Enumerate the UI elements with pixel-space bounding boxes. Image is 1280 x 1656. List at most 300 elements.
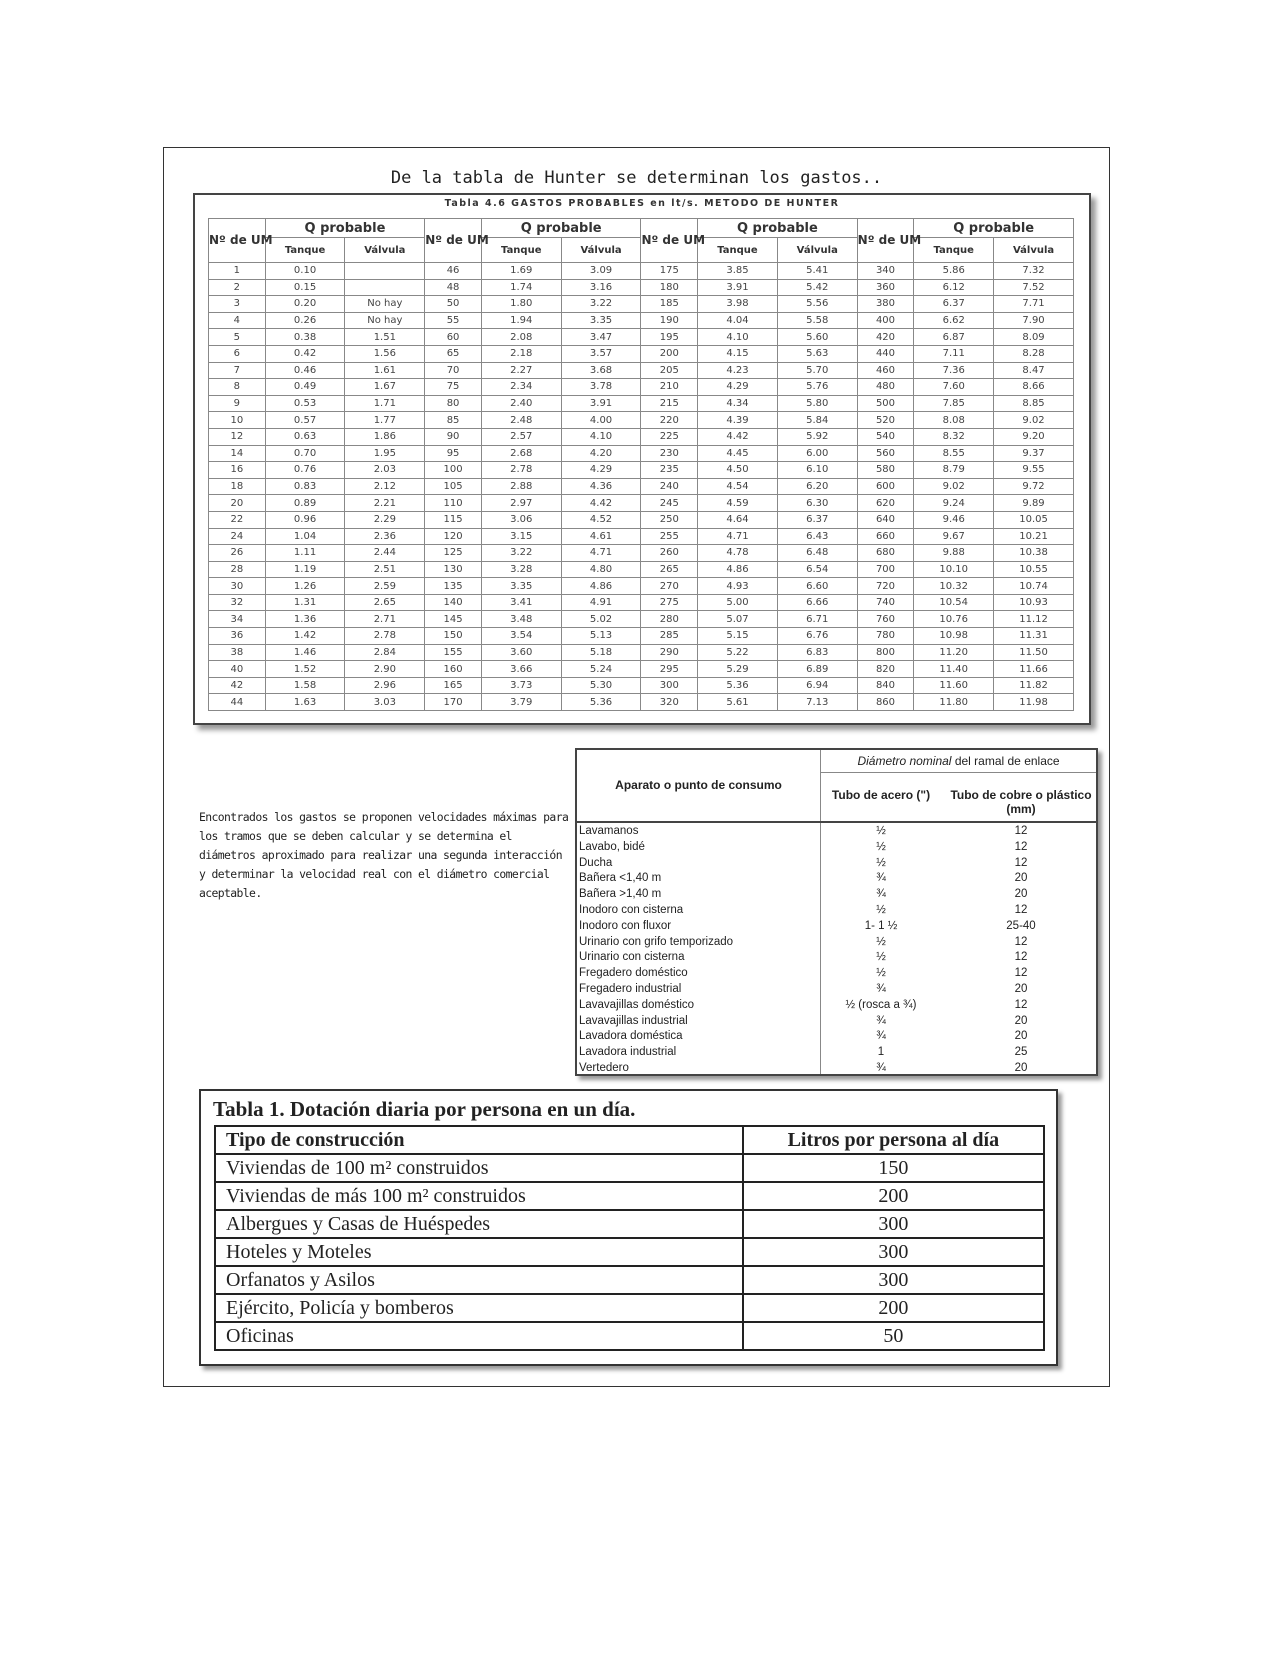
dotacion-col-tipo: Tipo de construcción: [215, 1126, 743, 1154]
hunter-cell: 250: [641, 511, 698, 528]
hunter-cell: 320: [641, 694, 698, 711]
hunter-cell: 400: [857, 312, 914, 329]
hunter-cell: 1.52: [265, 661, 345, 678]
hunter-cell: 580: [857, 462, 914, 479]
diameter-row: [577, 935, 1096, 951]
dotacion-row: [215, 1154, 1044, 1182]
hunter-cell: 0.63: [265, 428, 345, 445]
hunter-cell: 5.42: [777, 279, 857, 296]
dotacion-table-body: [215, 1126, 1044, 1350]
hunter-table-row: [209, 478, 1074, 495]
diameter-fixture: Lavadora doméstica: [579, 1030, 683, 1043]
hunter-cell: 2: [209, 279, 266, 296]
dotacion-tipo: Ejército, Policía y bomberos: [215, 1294, 743, 1322]
hunter-cell: 720: [857, 578, 914, 595]
hunter-cell: 135: [425, 578, 482, 595]
hunter-cell: 5.63: [777, 345, 857, 362]
hunter-cell: 2.34: [481, 379, 561, 396]
hunter-cell: 6.10: [777, 462, 857, 479]
hunter-cell: 6.60: [777, 578, 857, 595]
hunter-cell: 285: [641, 628, 698, 645]
hunter-cell: 3.09: [561, 263, 641, 280]
hunter-cell: 4.10: [698, 329, 778, 346]
hunter-cell: 3.85: [698, 263, 778, 280]
diameter-cobre: 20: [1014, 1061, 1028, 1074]
hunter-cell: 160: [425, 661, 482, 678]
hunter-cell: 3.16: [561, 279, 641, 296]
diameter-row: [577, 840, 1096, 856]
hunter-cell: 5.22: [698, 644, 778, 661]
dotacion-col-litros: Litros por persona al día: [743, 1126, 1044, 1154]
diameter-row: [577, 950, 1096, 966]
hunter-cell: 7.11: [914, 345, 994, 362]
hunter-cell: 620: [857, 495, 914, 512]
hunter-cell: 42: [209, 677, 266, 694]
hunter-cell: 5.41: [777, 263, 857, 280]
hunter-cell: 2.12: [345, 478, 425, 495]
diameter-fixture: Bañera <1,40 m: [579, 872, 662, 885]
hunter-cell: 5.70: [777, 362, 857, 379]
hunter-cell: 1.31: [265, 594, 345, 611]
diameter-row: [577, 871, 1096, 887]
col-q-4: Q probable: [914, 219, 1074, 238]
dotacion-litros: 200: [743, 1294, 1044, 1322]
hunter-cell: 6.30: [777, 495, 857, 512]
hunter-cell: 3.35: [481, 578, 561, 595]
hunter-cell: 7.52: [994, 279, 1074, 296]
diameter-fixture: Lavavajillas industrial: [579, 1014, 688, 1027]
hunter-cell: 7.90: [994, 312, 1074, 329]
hunter-cell: 1.77: [345, 412, 425, 429]
hunter-cell: 3.03: [345, 694, 425, 711]
dotacion-litros: 200: [743, 1182, 1044, 1210]
col-num-1: Nº de UM: [209, 219, 266, 263]
dotacion-row: [215, 1266, 1044, 1294]
hunter-cell: 9.72: [994, 478, 1074, 495]
diameter-fixture: Lavabo, bidé: [579, 840, 645, 853]
hunter-cell: 9.24: [914, 495, 994, 512]
hunter-cell: 170: [425, 694, 482, 711]
hunter-cell: 4.00: [561, 412, 641, 429]
diameter-table: [575, 748, 1098, 1076]
hunter-cell: 48: [425, 279, 482, 296]
hunter-cell: 150: [425, 628, 482, 645]
hunter-cell: 2.71: [345, 611, 425, 628]
hunter-cell: 1.80: [481, 296, 561, 313]
hunter-cell: 760: [857, 611, 914, 628]
hunter-cell: 1.11: [265, 545, 345, 562]
dotacion-tipo: Albergues y Casas de Huéspedes: [215, 1210, 743, 1238]
hunter-cell: 245: [641, 495, 698, 512]
hunter-cell: 8.66: [994, 379, 1074, 396]
diameter-acero: ¾: [876, 872, 886, 885]
hunter-cell: 1.95: [345, 445, 425, 462]
hunter-cell: 5.76: [777, 379, 857, 396]
hunter-cell: 145: [425, 611, 482, 628]
diameter-fixture: Lavadora industrial: [579, 1046, 677, 1059]
hunter-cell: 46: [425, 263, 482, 280]
hunter-cell: 0.70: [265, 445, 345, 462]
diameter-acero: ¾: [876, 1014, 886, 1027]
hunter-cell: 2.18: [481, 345, 561, 362]
hunter-table-row: [209, 379, 1074, 396]
hunter-cell: 295: [641, 661, 698, 678]
hunter-cell: 1.71: [345, 395, 425, 412]
hunter-cell: 3.79: [481, 694, 561, 711]
diameter-cobre: 25: [1014, 1046, 1028, 1059]
hunter-cell: 0.20: [265, 296, 345, 313]
diameter-acero: ½: [876, 967, 886, 980]
hunter-cell: 10.76: [914, 611, 994, 628]
hunter-cell: 8.28: [994, 345, 1074, 362]
hunter-cell: 225: [641, 428, 698, 445]
hunter-cell: 6.37: [777, 511, 857, 528]
hunter-cell: 9.02: [994, 412, 1074, 429]
hunter-cell: 4.86: [561, 578, 641, 595]
hunter-cell: 8.47: [994, 362, 1074, 379]
hunter-cell: 2.29: [345, 511, 425, 528]
diameter-row: [577, 887, 1096, 903]
hunter-cell: 30: [209, 578, 266, 595]
col-tanque-4: Tanque: [914, 238, 994, 263]
hunter-cell: 5.92: [777, 428, 857, 445]
hunter-cell: 105: [425, 478, 482, 495]
diameter-header-fixture: Aparato o punto de consumo: [615, 778, 782, 792]
dotacion-tipo: Hoteles y Moteles: [215, 1238, 743, 1266]
hunter-cell: 85: [425, 412, 482, 429]
hunter-cell: 560: [857, 445, 914, 462]
hunter-table-row: [209, 661, 1074, 678]
hunter-cell: 11.31: [994, 628, 1074, 645]
dotacion-header-row: [215, 1126, 1044, 1154]
hunter-cell: 680: [857, 545, 914, 562]
hunter-cell: 9.37: [994, 445, 1074, 462]
hunter-cell: 0.15: [265, 279, 345, 296]
dotacion-tipo: Oficinas: [215, 1322, 743, 1350]
hunter-cell: 7.71: [994, 296, 1074, 313]
hunter-cell: 1: [209, 263, 266, 280]
dotacion-table-panel: [199, 1089, 1058, 1366]
explanation-paragraph: Encontrados los gastos se proponen velocidades máximas para los tramos que se deben calcular y se determina el diámetros aproximado para realizar una segunda interacción y determinar la velocidad real con el diámetro comercial aceptable.: [199, 810, 569, 900]
hunter-cell: 1.86: [345, 428, 425, 445]
dotacion-row: [215, 1182, 1044, 1210]
hunter-cell: 4.61: [561, 528, 641, 545]
hunter-cell: 9: [209, 395, 266, 412]
dotacion-tipo: Viviendas de más 100 m² construidos: [215, 1182, 743, 1210]
diameter-cobre: 12: [1014, 951, 1028, 964]
hunter-cell: 1.36: [265, 611, 345, 628]
hunter-table-caption: Tabla 4.6 GASTOS PROBABLES en lt/s. METODO DE HUNTER: [444, 198, 840, 209]
hunter-cell: 34: [209, 611, 266, 628]
hunter-cell: 660: [857, 528, 914, 545]
dotacion-litros: 300: [743, 1238, 1044, 1266]
hunter-cell: 8.09: [994, 329, 1074, 346]
diameter-acero: ½: [876, 903, 886, 916]
hunter-cell: 10: [209, 412, 266, 429]
diameter-row: [577, 856, 1096, 872]
hunter-cell: 275: [641, 594, 698, 611]
hunter-cell: 115: [425, 511, 482, 528]
hunter-table-row: [209, 561, 1074, 578]
hunter-cell: 0.83: [265, 478, 345, 495]
hunter-cell: 215: [641, 395, 698, 412]
diameter-row: [577, 1029, 1096, 1045]
dotacion-row: [215, 1210, 1044, 1238]
hunter-cell: 4.54: [698, 478, 778, 495]
diameter-rows: [577, 824, 1096, 1077]
hunter-cell: 200: [641, 345, 698, 362]
col-num-4: Nº de UM: [857, 219, 914, 263]
hunter-cell: 2.97: [481, 495, 561, 512]
hunter-cell: 0.42: [265, 345, 345, 362]
hunter-cell: 3.78: [561, 379, 641, 396]
hunter-cell: 2.03: [345, 462, 425, 479]
hunter-cell: 1.42: [265, 628, 345, 645]
dotacion-litros: 300: [743, 1266, 1044, 1294]
hunter-cell: 480: [857, 379, 914, 396]
hunter-cell: 3.57: [561, 345, 641, 362]
hunter-cell: 2.36: [345, 528, 425, 545]
hunter-cell: 3.54: [481, 628, 561, 645]
col-q-1: Q probable: [265, 219, 425, 238]
hunter-table-row: [209, 611, 1074, 628]
hunter-cell: 20: [209, 495, 266, 512]
hunter-cell: 2.68: [481, 445, 561, 462]
hunter-cell: 1.04: [265, 528, 345, 545]
hunter-cell: 4.71: [698, 528, 778, 545]
diameter-cobre: 12: [1014, 935, 1028, 948]
hunter-cell: 260: [641, 545, 698, 562]
hunter-cell: 4.80: [561, 561, 641, 578]
hunter-cell: 7.60: [914, 379, 994, 396]
diameter-acero: ¾: [876, 1030, 886, 1043]
hunter-cell: 840: [857, 677, 914, 694]
hunter-table-row: [209, 428, 1074, 445]
hunter-cell: 440: [857, 345, 914, 362]
hunter-cell: 1.51: [345, 329, 425, 346]
hunter-cell: 40: [209, 661, 266, 678]
dotacion-row: [215, 1322, 1044, 1350]
hunter-cell: 10.98: [914, 628, 994, 645]
col-num-2: Nº de UM: [425, 219, 482, 263]
hunter-cell: 5.36: [698, 677, 778, 694]
diameter-acero: ¾: [876, 1061, 886, 1074]
hunter-cell: 740: [857, 594, 914, 611]
col-q-3: Q probable: [698, 219, 858, 238]
hunter-cell: 3.22: [561, 296, 641, 313]
hunter-cell: 860: [857, 694, 914, 711]
dotacion-tipo: Viviendas de 100 m² construidos: [215, 1154, 743, 1182]
diameter-acero: ¾: [876, 982, 886, 995]
hunter-table: [208, 218, 1074, 711]
diameter-acero: ½ (rosca a ¾): [845, 998, 917, 1011]
hunter-table-row: [209, 628, 1074, 645]
hunter-cell: 9.46: [914, 511, 994, 528]
hunter-cell: 3.41: [481, 594, 561, 611]
hunter-cell: 0.38: [265, 329, 345, 346]
hunter-cell: 4.29: [698, 379, 778, 396]
hunter-cell: 55: [425, 312, 482, 329]
hunter-cell: 8.08: [914, 412, 994, 429]
col-tanque-1: Tanque: [265, 238, 345, 263]
hunter-table-row: [209, 495, 1074, 512]
hunter-cell: 24: [209, 528, 266, 545]
diameter-cobre: 20: [1014, 888, 1028, 901]
hunter-cell: 9.88: [914, 545, 994, 562]
hunter-cell: 10.93: [994, 594, 1074, 611]
col-tanque-2: Tanque: [481, 238, 561, 263]
hunter-table-row: [209, 677, 1074, 694]
hunter-cell: 255: [641, 528, 698, 545]
hunter-cell: 1.67: [345, 379, 425, 396]
hunter-cell: 780: [857, 628, 914, 645]
hunter-cell: 9.67: [914, 528, 994, 545]
hunter-cell: 2.51: [345, 561, 425, 578]
hunter-cell: 2.84: [345, 644, 425, 661]
hunter-cell: 2.08: [481, 329, 561, 346]
hunter-cell: 10.05: [994, 511, 1074, 528]
hunter-cell: 5.13: [561, 628, 641, 645]
hunter-cell: 5.18: [561, 644, 641, 661]
hunter-cell: 7.32: [994, 263, 1074, 280]
hunter-cell: 6.87: [914, 329, 994, 346]
diameter-cobre: 20: [1014, 982, 1028, 995]
hunter-cell: 3.91: [698, 279, 778, 296]
diameter-fixture: Inodoro con cisterna: [579, 903, 684, 916]
hunter-cell: 4.36: [561, 478, 641, 495]
hunter-cell: 3.22: [481, 545, 561, 562]
diameter-row: [577, 1061, 1096, 1077]
hunter-cell: 165: [425, 677, 482, 694]
diameter-cobre: 12: [1014, 840, 1028, 853]
diameter-header-italic: Diámetro nominal: [857, 754, 952, 768]
hunter-cell: 2.40: [481, 395, 561, 412]
hunter-table-row: [209, 511, 1074, 528]
hunter-cell: 190: [641, 312, 698, 329]
hunter-cell: 9.02: [914, 478, 994, 495]
hunter-cell: 1.74: [481, 279, 561, 296]
hunter-cell: 0.53: [265, 395, 345, 412]
hunter-cell: 5.86: [914, 263, 994, 280]
hunter-table-row: [209, 412, 1074, 429]
diameter-header-rule: [821, 772, 1096, 773]
hunter-cell: 50: [425, 296, 482, 313]
hunter-cell: 5.56: [777, 296, 857, 313]
dotacion-litros: 300: [743, 1210, 1044, 1238]
hunter-cell: 4.20: [561, 445, 641, 462]
diameter-acero: ½: [876, 825, 886, 837]
diameter-row: [577, 998, 1096, 1014]
diameter-row: [577, 903, 1096, 919]
hunter-cell: 5.29: [698, 661, 778, 678]
hunter-cell: 8: [209, 379, 266, 396]
hunter-cell: 4.64: [698, 511, 778, 528]
hunter-cell: 700: [857, 561, 914, 578]
hunter-cell: 155: [425, 644, 482, 661]
hunter-cell: 3.15: [481, 528, 561, 545]
hunter-cell: 11.80: [914, 694, 994, 711]
col-valvula-1: Válvula: [345, 238, 425, 263]
col-num-3: Nº de UM: [641, 219, 698, 263]
hunter-cell: 2.96: [345, 677, 425, 694]
hunter-cell: 300: [641, 677, 698, 694]
hunter-cell: 3.60: [481, 644, 561, 661]
hunter-cell: 0.96: [265, 511, 345, 528]
diameter-acero: ½: [876, 951, 886, 964]
hunter-cell: 820: [857, 661, 914, 678]
hunter-cell: 90: [425, 428, 482, 445]
hunter-table-row: [209, 296, 1074, 313]
diameter-fixture: Urinario con cisterna: [579, 951, 685, 964]
diameter-row: [577, 966, 1096, 982]
hunter-cell: No hay: [345, 296, 425, 313]
hunter-cell: 4.04: [698, 312, 778, 329]
hunter-cell: 0.26: [265, 312, 345, 329]
hunter-cell: 10.21: [994, 528, 1074, 545]
hunter-cell: 28: [209, 561, 266, 578]
diameter-cobre: 12: [1014, 967, 1028, 980]
hunter-cell: 3.06: [481, 511, 561, 528]
diameter-cobre: 12: [1014, 998, 1028, 1011]
hunter-cell: 4.45: [698, 445, 778, 462]
diameter-cobre: 20: [1014, 1030, 1028, 1043]
hunter-cell: 5.15: [698, 628, 778, 645]
hunter-cell: 5.84: [777, 412, 857, 429]
hunter-cell: 0.49: [265, 379, 345, 396]
hunter-table-row: [209, 694, 1074, 711]
hunter-cell: 2.27: [481, 362, 561, 379]
hunter-cell: 4.42: [561, 495, 641, 512]
hunter-cell: 18: [209, 478, 266, 495]
hunter-cell: 3.73: [481, 677, 561, 694]
hunter-table-row: [209, 545, 1074, 562]
hunter-cell: 4.86: [698, 561, 778, 578]
hunter-cell: 3: [209, 296, 266, 313]
hunter-cell: 6.43: [777, 528, 857, 545]
diameter-acero: 1- 1 ½: [864, 919, 898, 932]
hunter-cell: 4.42: [698, 428, 778, 445]
hunter-table-row: [209, 578, 1074, 595]
hunter-cell: 26: [209, 545, 266, 562]
hunter-cell: 60: [425, 329, 482, 346]
hunter-cell: 8.55: [914, 445, 994, 462]
hunter-cell: 7.36: [914, 362, 994, 379]
hunter-cell: 7.85: [914, 395, 994, 412]
col-valvula-2: Válvula: [561, 238, 641, 263]
hunter-cell: 180: [641, 279, 698, 296]
hunter-table-row: [209, 594, 1074, 611]
hunter-cell: 3.47: [561, 329, 641, 346]
hunter-cell: 6.62: [914, 312, 994, 329]
hunter-cell: 32: [209, 594, 266, 611]
hunter-cell: 65: [425, 345, 482, 362]
hunter-cell: 10.54: [914, 594, 994, 611]
hunter-cell: 2.59: [345, 578, 425, 595]
hunter-cell: 2.88: [481, 478, 561, 495]
hunter-cell: 1.56: [345, 345, 425, 362]
col-tanque-3: Tanque: [698, 238, 778, 263]
hunter-cell: 5.60: [777, 329, 857, 346]
diameter-header-bottom-rule: [577, 821, 1096, 823]
hunter-cell: 1.63: [265, 694, 345, 711]
diameter-row: [577, 824, 1096, 840]
hunter-cell: 4.10: [561, 428, 641, 445]
hunter-cell: 16: [209, 462, 266, 479]
hunter-cell: 1.94: [481, 312, 561, 329]
col-valvula-4: Válvula: [994, 238, 1074, 263]
diameter-row: [577, 1014, 1096, 1030]
hunter-cell: 3.98: [698, 296, 778, 313]
